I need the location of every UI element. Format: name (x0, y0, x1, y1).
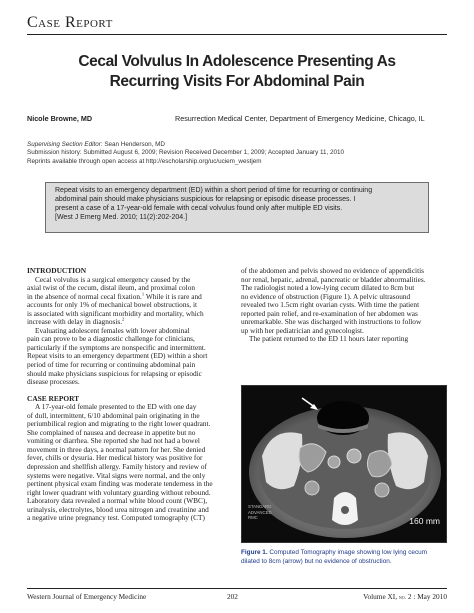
body-line: fever, chills or dysuria. Her medical history was positive for (27, 453, 203, 463)
body-line: revealed two 1.5cm right ovarian cysts. With time the patient (241, 300, 420, 310)
title-line: Recurring Visits For Abdominal Pain (109, 73, 365, 90)
article-meta (27, 141, 447, 166)
author-affiliation: Resurrection Medical Center, Department of Emergency Medicine, Chicago, IL (175, 114, 425, 123)
issue-date: 2 : May 2010 (406, 592, 447, 601)
body-line: period of time for recurring or continuing abdominal pain (27, 360, 196, 370)
bowel-loop-small (305, 481, 319, 495)
section-label: Case Report (27, 14, 113, 31)
body-line: urinalysis, electrolytes, blood urea nitrogen and creatinine and (27, 504, 209, 514)
body-line: She complained of nausea and decrease in appetite but no (27, 427, 196, 437)
body-text: While it is rare and (144, 291, 202, 301)
ct-scan-image (241, 385, 447, 543)
body-line: a negative urine pregnancy test. Computed tomography (CT) (27, 513, 205, 523)
body-line: is associated with significant morbidity and mortality, which (27, 308, 204, 318)
figure-caption (241, 549, 447, 566)
body-line: accounts for only 1% of mechanical bowel obstructions, it (27, 300, 198, 310)
article-title (40, 52, 434, 92)
scanner-stamp (248, 504, 272, 520)
page-number: 202 (227, 592, 238, 601)
body-line: right lower quadrant with voluntary guarding without rebound. (27, 487, 211, 497)
stamp-line: STANDARD (248, 504, 272, 510)
caption-line (241, 549, 447, 558)
bowel-loop-small (328, 456, 340, 468)
abstract-line: present a case of a 17-year-old female with cecal volvulus found only after multiple ED visits. (55, 205, 343, 212)
body-line: movement in three days, a normal pattern for her. She denied (27, 444, 206, 454)
body-line: systems were negative. Vital signs were normal, and the only (27, 470, 206, 480)
body-line: periumbilical region and migrating to the right lower quadrant. (27, 419, 211, 429)
bowel-loop-small (375, 483, 389, 497)
body-line: Laboratory data revealed a normal white blood count (WBC), (27, 496, 208, 506)
caption-label: Figure 1. (241, 549, 268, 556)
body-text: increase with delay in diagnosis. (27, 317, 123, 327)
abstract-line: abdominal pain should make physicians suspicious for relapsing or episodic disease processes. I (55, 196, 356, 203)
body-line: of dull, intermittent, 6/10 abdominal pain originating in the (27, 410, 200, 420)
case-report-heading: CASE REPORT (27, 393, 80, 403)
editor-line (27, 141, 447, 149)
stamp-line: ADVANCED (248, 509, 272, 515)
caption-line: dilated to 8cm (arrow) but no evidence of obstruction. (241, 557, 392, 565)
volume-info (363, 592, 447, 601)
body-line: pertinent physical exam finding was moderate tenderness in the (27, 479, 213, 489)
editor-name: : Sean Henderson, MD (100, 141, 165, 148)
body-line: Cecal volvulus is a surgical emergency caused by the (35, 274, 191, 284)
body-line: depression and shellfish allergy. Family history and review of (27, 462, 207, 472)
body-line: The patient returned to the ED 11 hours later reporting (249, 334, 409, 344)
reference-marker[interactable]: 1 (141, 291, 145, 297)
body-line: nor renal, hepatic, adrenal, pancreatic or bladder abnormalities. (241, 274, 426, 284)
reference-marker[interactable]: 2 (122, 316, 125, 322)
title-line: Cecal Volvulus In Adolescence Presenting As (78, 53, 396, 70)
body-line: pain can prove to be a diagnostic challenge for clinicians, (27, 334, 195, 344)
reprints-link[interactable]: Reprints available through open access at http://escholarship.org/uc/uciem_westjem (27, 157, 262, 165)
intro-heading: INTRODUCTION (27, 266, 87, 275)
journal-name: Western Journal of Emergency Medicine (27, 592, 147, 601)
right-column (241, 267, 447, 344)
body-line: up with her pediatrician and gynecologist. (241, 325, 364, 335)
body-line: The radiologist noted a low-lying cecum dilated to 8cm but (241, 283, 415, 293)
body-line: reported pain relief, and re-examination of her abdomen was (241, 308, 418, 318)
body-line: of the abdomen and pelvis showed no evidence of appendicitis (241, 266, 424, 275)
body-line: axial twist of the cecum, distal ileum, and proximal colon (27, 283, 195, 293)
left-column (27, 267, 227, 523)
body-line: should make physicians suspicious for relapsing or episodic (27, 368, 202, 378)
body-line: vomiting or diarrhea. She reported she had not had a bowel (27, 436, 200, 446)
caption-text: Computed Tomography image showing low lying cecum (267, 549, 428, 556)
abstract-citation: [West J Emerg Med. 2010; 11(2):202-204.] (55, 214, 188, 221)
spinal-canal (341, 506, 349, 514)
body-line: unremarkable. She was discharged with instructions to follow (241, 317, 422, 327)
body-line: A 17-year-old female presented to the ED with one day (35, 402, 197, 412)
editor-label: Supervising Section Editor (27, 141, 101, 148)
body-text: in the absence of normal cecal fixation. (27, 291, 142, 301)
page-footer (27, 588, 447, 601)
submission-history: Submission history: Submitted August 6, 2009; Revision Received December 1, 2009; Accepted January 11, 2010 (27, 149, 345, 157)
body-line: no evidence of obstruction (Figure 1). A pelvic ultrasound (241, 291, 411, 301)
body-line: Repeat visits to an emergency department (ED) within a short (27, 351, 208, 361)
abstract-line: Repeat visits to an emergency department (ED) within a short period of time for recurring or continuing (55, 187, 373, 194)
volume-text: Volume XI, (363, 592, 398, 601)
stamp-line: RMC (248, 514, 258, 520)
section-header (27, 13, 447, 35)
bowel-loop-small (347, 449, 361, 463)
author-name: Nicole Browne, MD (27, 114, 93, 123)
body-line: Evaluating adolescent females with lower abdominal (35, 325, 190, 335)
abstract-box (45, 182, 429, 233)
body-line: particularly if the symptoms are nonspecific and intermittent. (27, 342, 206, 352)
body-line: disease processes. (27, 377, 80, 387)
issue-label: no. (398, 595, 407, 601)
scale-label: 160 mm (409, 516, 440, 526)
